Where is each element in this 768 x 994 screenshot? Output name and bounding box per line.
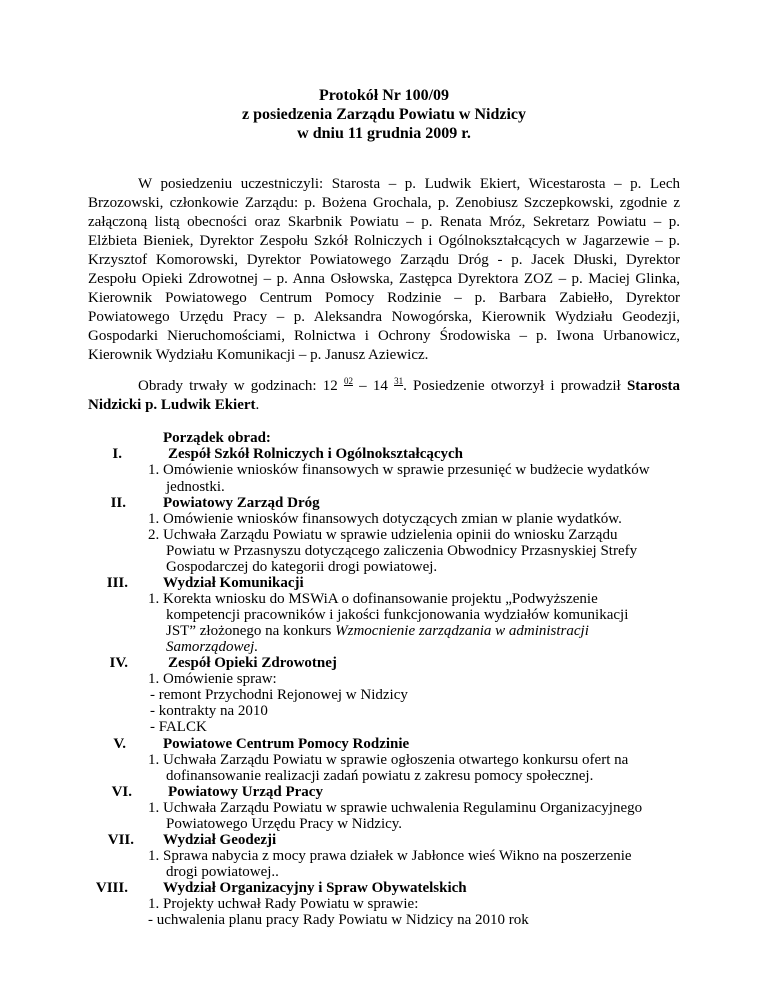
agenda-item-cont: Powiatowego Urzędu Pracy w Nidzicy. — [166, 816, 403, 832]
agenda-subitem: - remont Przychodni Rejonowej w Nidzicy — [150, 687, 408, 703]
section-number: I. — [112, 446, 122, 462]
section-title: Zespół Opieki Zdrowotnej — [168, 655, 337, 671]
agenda-item: 1. Omówienie wniosków finansowych w sprawie przesunięć w budżecie wydatków — [148, 462, 650, 478]
section-number: III. — [106, 575, 128, 591]
agenda-item-cont: jednostki. — [166, 479, 225, 495]
agenda-item-cont: dofinansowanie realizacji zadań powiatu z zakresu pomocy społecznej. — [166, 768, 594, 784]
agenda-item: 1. Omówienie wniosków finansowych dotyczących zmian w planie wydatków. — [148, 511, 622, 527]
agenda-item: 1. Uchwała Zarządu Powiatu w sprawie ogłoszenia otwartego konkursu ofert na — [148, 752, 629, 768]
agenda-item-cont: kompetencji pracowników i jakości funkcjonowania wydziałów komunikacji — [166, 607, 629, 623]
section-title: Wydział Geodezji — [163, 832, 277, 848]
document-subtitle: z posiedzenia Zarządu Powiatu w Nidzicy — [242, 106, 526, 123]
section-number: V. — [113, 736, 126, 752]
document-title: Protokół Nr 100/09 — [318, 87, 450, 104]
agenda-item-cont: Samorządowej. — [166, 639, 259, 655]
section-title: Powiatowy Zarząd Dróg — [163, 495, 320, 511]
agenda-heading: Porządek obrad: — [163, 430, 271, 446]
section-number: II. — [110, 495, 126, 511]
section-number: IV. — [109, 655, 128, 671]
section-title: Powiatowy Urząd Pracy — [168, 784, 323, 800]
section-number: VI. — [111, 784, 132, 800]
section-title: Zespół Szkół Rolniczych i Ogólnokształcących — [168, 446, 464, 462]
section-title: Wydział Organizacyjny i Spraw Obywatelskich — [163, 880, 467, 896]
section-number: VIII. — [95, 880, 128, 896]
agenda-subitem: - uchwalenia planu pracy Rady Powiatu w Nidzicy na 2010 rok — [148, 912, 529, 928]
agenda-subitem: - kontrakty na 2010 — [150, 703, 268, 719]
agenda-subitem: - FALCK — [150, 719, 207, 735]
section-title: Wydział Komunikacji — [163, 575, 304, 591]
session-paragraph: Obrady trwały w godzinach: 12 $^{02}$ – 14 $^{31}$. Posiedzenie otworzył i prowadził Starosta Nidzicki p. Ludwik Ekiert. — [88, 376, 680, 413]
document-date: w dniu 11 grudnia 2009 r. — [297, 125, 471, 142]
agenda-item-cont: Powiatu w Przasnyszu dotyczącego zaliczenia Obwodnicy Przasnyskiej Strefy — [166, 543, 638, 559]
attendance-text: W posiedzeniu uczestniczyli: Starosta – p. Ludwik Ekiert, Wicestarosta – p. Lech Brzozowski, członkowie Zarządu: p. Bożena Grochala, p. Zenobiusz Szczepkowski, zgodnie z załączoną listą obecności oraz Skarbnik Powiatu – p. Renata Mróz, Sekretarz Powiatu – p. Elżbieta Bieniek, Dyrektor Zespołu Szkół Rolniczych i Ogólnokształcących w Jagarzewie – p. Krzysztof Komorowski, Dyrektor Powiatowego Zarządu Dróg - p. Jacek Dłuski, Dyrektor Zespołu Opieki Zdrowotnej – p. Anna Osłowska, Zastępca Dyrektora ZOZ – p. Maciej Glinka, Kierownik Powiatowego Centrum Pomocy Rodzinie – p. Barbara Zabiełło, Dyrektor Powiatowego Urzędu Pracy – p. Aleksandra Nowogórska, Kierownik Wydziału Geodezji, Gospodarki Nieruchomościami, Rolnictwa i Ochrony Środowiska – p. Iwona Urbanowicz, Kierownik Wydziału Komunikacji – p. Janusz Aziewicz. — [88, 176, 680, 363]
agenda-item: 1. Korekta wniosku do MSWiA o dofinansowanie projektu „Podwyższenie — [148, 591, 598, 607]
attendance-paragraph — [88, 175, 680, 365]
agenda-item: 1. Projekty uchwał Rady Powiatu w sprawie: — [148, 896, 419, 912]
section-title: Powiatowe Centrum Pomocy Rodzinie — [163, 736, 410, 752]
agenda-item-cont: Gospodarczej do kategorii drogi powiatowej. — [166, 559, 438, 575]
agenda-item: 1. Uchwała Zarządu Powiatu w sprawie uchwalenia Regulaminu Organizacyjnego — [148, 800, 643, 816]
agenda-item-cont: JST” złożonego na konkurs Wzmocnienie zarządzania w administracji — [166, 623, 589, 639]
agenda-item: 2. Uchwała Zarządu Powiatu w sprawie udzielenia opinii do wniosku Zarządu — [148, 527, 618, 543]
agenda-item-cont: drogi powiatowej.. — [166, 864, 279, 880]
agenda-item: 1. Omówienie spraw: — [148, 671, 277, 687]
section-number: VII. — [107, 832, 134, 848]
agenda-item: 1. Sprawa nabycia z mocy prawa działek w Jabłonce wieś Wikno na poszerzenie — [148, 848, 632, 864]
